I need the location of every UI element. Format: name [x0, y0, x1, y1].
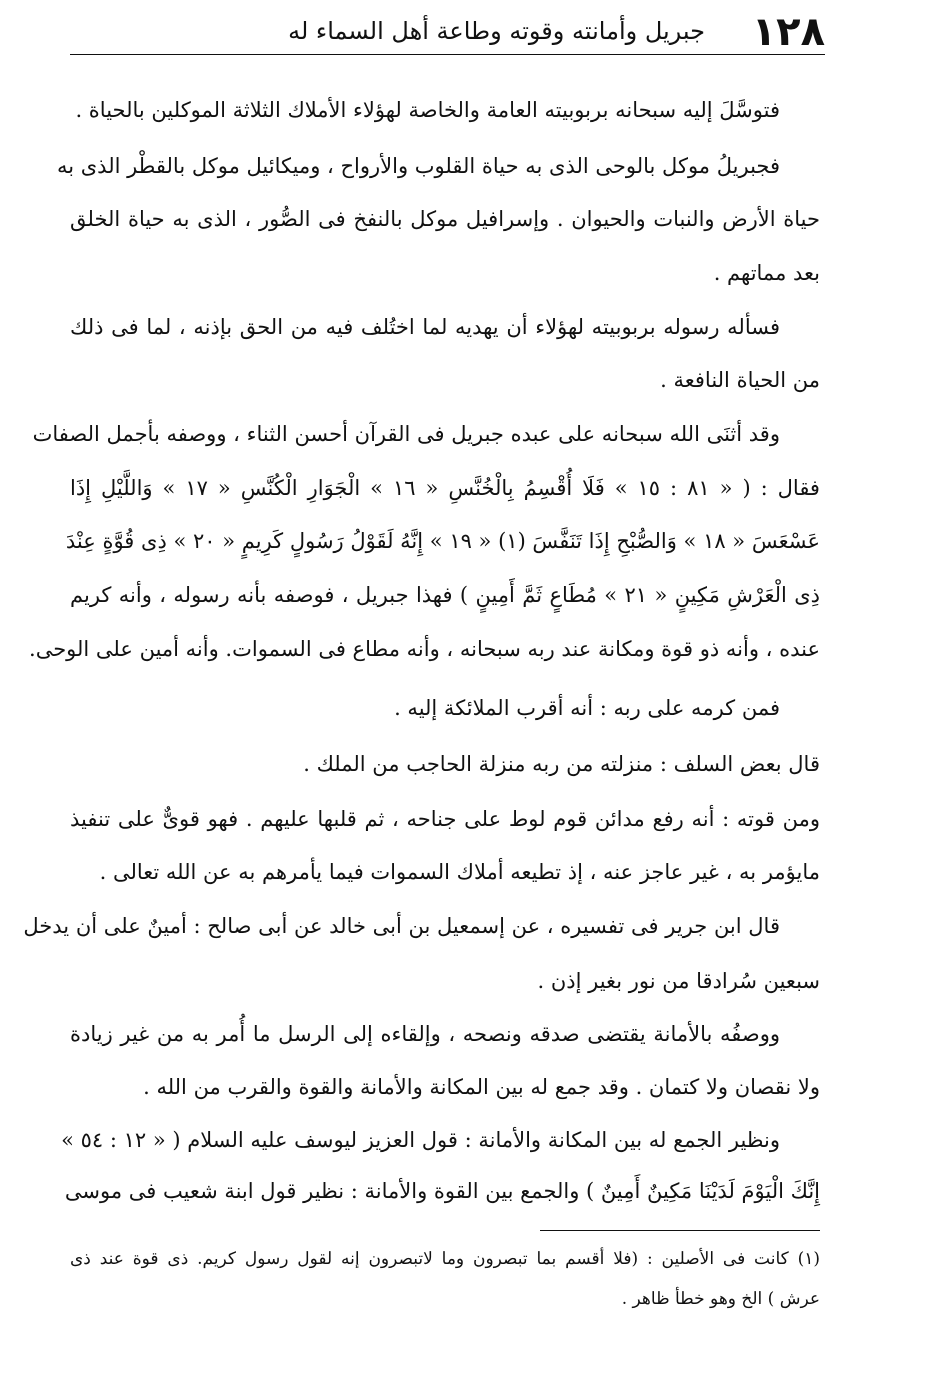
body-line: ذِى الْعَرْشِ مَكِينٍ « ٢١ » مُطَاعٍ ثَمَّ أَمِينٍ ) فهذا جبريل ، فوصفه بأنه رسوله ، وأنه كريم	[70, 583, 821, 607]
body-line: سبعين سُرادقا من نور بغير إذن .	[537, 969, 820, 993]
body-line: فسأله رسوله بربوبيته لهؤلاء أن يهديه لما اختُلف فيه من الحق بإذنه ، لما فى ذلك	[70, 315, 780, 339]
body-line: فجبريلُ موكل بالوحى الذى به حياة القلوب والأرواح ، وميكائيل موكل بالقطْر الذى به	[56, 154, 780, 178]
page-number: ١٢٨	[751, 9, 825, 55]
body-line: حياة الأرض والنبات والحيوان . وإسرافيل موكل بالنفخ فى الصُّور ، الذى به حياة الخلق	[70, 207, 820, 231]
body-line: مايؤمر به ، غير عاجز عنه ، إذ تطيعه أملاك السموات فيما يأمرهم به عن الله تعالى .	[99, 860, 820, 884]
footnote-rule	[540, 1230, 820, 1231]
body-line: إِنَّكَ الْيَوْمَ لَدَيْنَا مَكِينٌ أَمِينٌ ) والجمع بين القوة والأمانة : نظير قول ابنة شعيب فى موسى	[64, 1179, 820, 1203]
footnote-line: (١) كانت فى الأصلين : (فلا أقسم بما تبصرون وما لاتبصرون إنه لقول رسول كريم. ذى قوة عند ذى	[70, 1249, 820, 1269]
body-line: فتوسَّلَ إليه سبحانه بربوبيته العامة والخاصة لهؤلاء الأملاك الثلاثة الموكلين بالحياة .	[75, 98, 780, 122]
body-line: قال ابن جرير فى تفسيره ، عن إسمعيل بن أبى خالد عن أبى صالح : أمينٌ على أن يدخل	[23, 914, 780, 938]
body-line: ووصفُه بالأمانة يقتضى صدقه ونصحه ، وإلقاءه إلى الرسل ما أُمر به من غير زيادة	[70, 1022, 780, 1046]
body-line: قال بعض السلف : منزلته من ربه منزلة الحاجب من الملك .	[303, 752, 820, 776]
body-line: عَسْعَسَ « ١٨ » وَالصُّبْحِ إِذَا تَنَفَّسَ (١) « ١٩ » إِنَّهُ لَقَوْلُ رَسُولٍ كَرِيمٍ « ٢٠ » ذِى قُوَّةٍ عِنْدَ	[65, 529, 820, 553]
running-title: جبريل وأمانته وقوته وطاعة أهل السماء له	[288, 17, 705, 45]
body-line: ومن قوته : أنه رفع مدائن قوم لوط على جناحه ، ثم قلبها عليهم . فهو قوىٌّ على تنفيذ	[70, 807, 820, 831]
body-line: عنده ، وأنه ذو قوة ومكانة عند ربه سبحانه ، وأنه مطاع فى السموات. وأنه أمين على الوحى.	[29, 637, 820, 661]
body-line: ولا نقصان ولا كتمان . وقد جمع له بين المكانة والأمانة والقوة والقرب من الله .	[143, 1075, 820, 1099]
body-line: فمن كرمه على ربه : أنه أقرب الملائكة إليه .	[394, 696, 780, 720]
page-header	[70, 9, 825, 55]
header-rule	[70, 54, 825, 55]
body-line: وقد أثنَى الله سبحانه على عبده جبريل فى القرآن أحسن الثناء ، ووصفه بأجمل الصفات	[32, 422, 780, 446]
footnote-line: عرش ) الخ وهو خطأ ظاهر .	[621, 1289, 820, 1309]
body-line: من الحياة النافعة .	[660, 368, 820, 392]
body-line: فقال : ( « ٨١ : ١٥ » فَلَا أُقْسِمُ بِالْخُنَّسِ « ١٦ » الْجَوَارِ الْكُنَّسِ « ١٧ » وَاللَّيْلِ إِذَا	[70, 476, 820, 500]
body-line: بعد مماتهم .	[713, 261, 820, 285]
body-line: ونظير الجمع له بين المكانة والأمانة : قول العزيز ليوسف عليه السلام ( « ١٢ : ٥٤ »	[61, 1128, 780, 1152]
